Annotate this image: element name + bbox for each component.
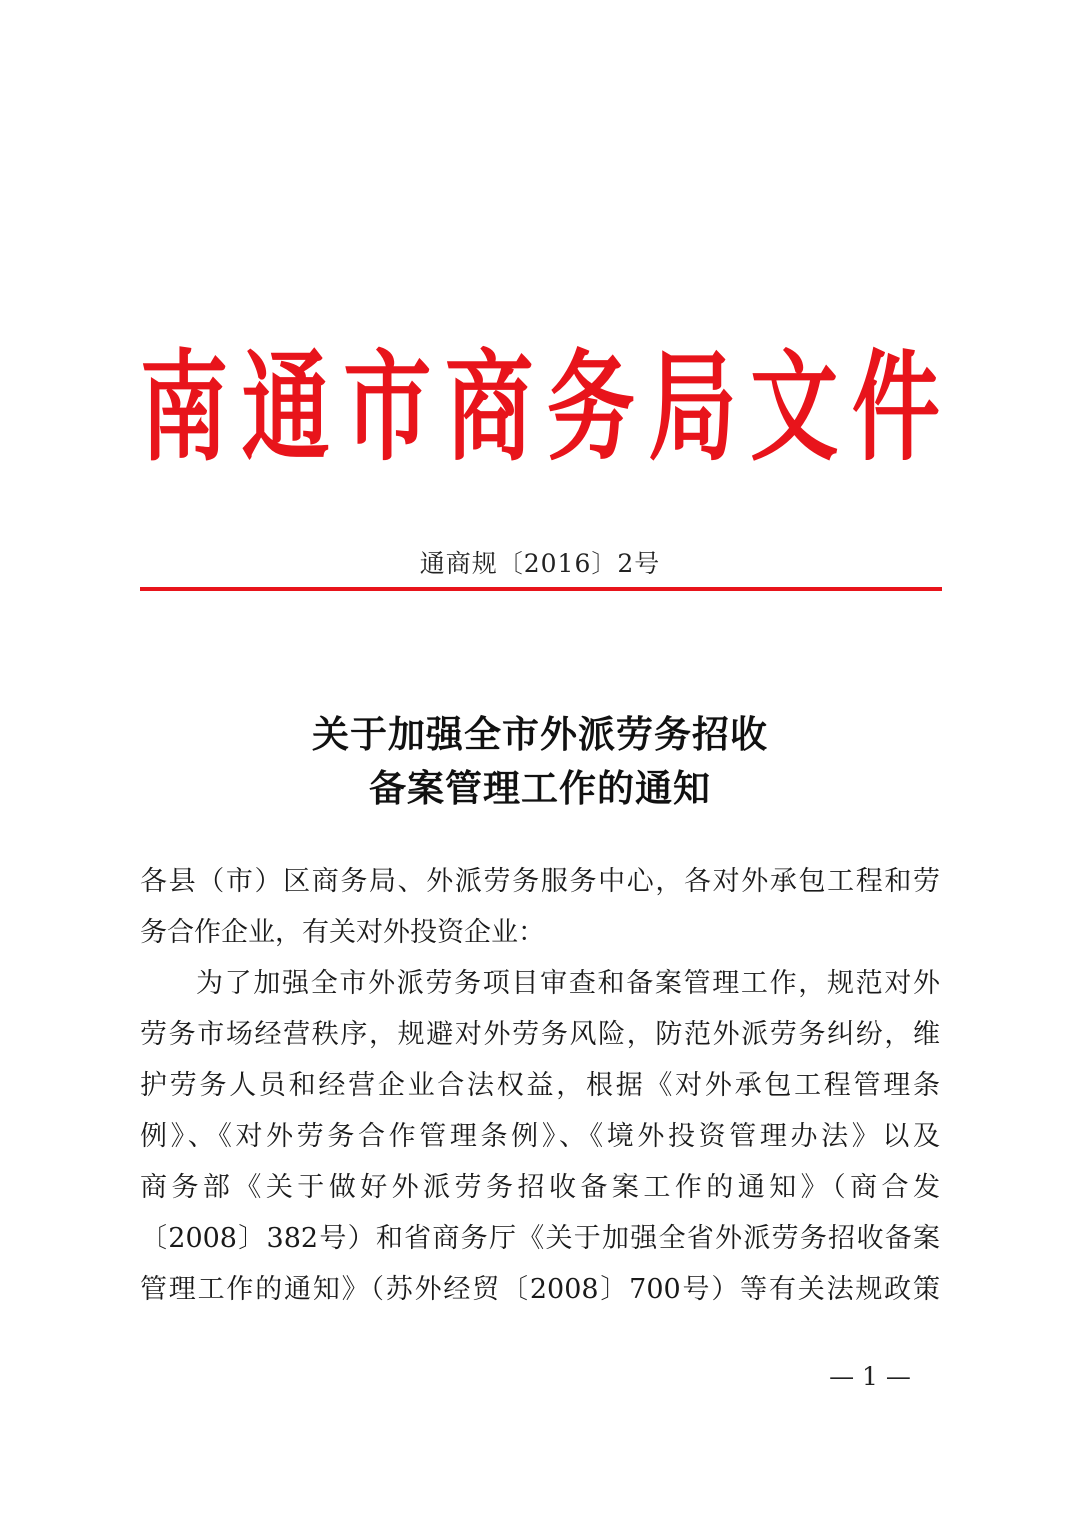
document-title-line-1: 关于加强全市外派劳务招收 xyxy=(312,712,768,756)
body-line: 商务部《关于做好外派劳务招收备案工作的通知》（商合发 xyxy=(140,1172,940,1203)
document-number: 通商规〔2016〕2号 xyxy=(419,549,661,578)
page-number: — 1 — xyxy=(829,1362,911,1391)
body-line: 〔2008〕382号）和省商务厅《关于加强全省外派劳务招收备案 xyxy=(140,1223,940,1254)
body-line: 劳务市场经营秩序，规避对外劳务风险，防范外派劳务纠纷，维 xyxy=(140,1019,940,1050)
body-line-addressee-2: 务合作企业，有关对外投资企业： xyxy=(140,917,545,948)
masthead-char: 件 xyxy=(851,337,940,477)
masthead-char: 文 xyxy=(750,337,839,477)
body-line-paragraph-start: 为了加强全市外派劳务项目审查和备案管理工作，规范对外 xyxy=(196,968,940,999)
document-masthead xyxy=(140,314,940,503)
body-line: 例》、《对外劳务合作管理条例》、《境外投资管理办法》以及 xyxy=(140,1121,940,1152)
masthead-char: 通 xyxy=(241,337,330,477)
body-line: 管理工作的通知》（苏外经贸〔2008〕700号）等有关法规政策 xyxy=(140,1274,940,1305)
red-divider-line xyxy=(140,587,942,591)
masthead-char: 市 xyxy=(343,337,432,477)
masthead-char: 局 xyxy=(648,337,737,477)
body-line: 护劳务人员和经营企业合法权益，根据《对外承包工程管理条 xyxy=(140,1070,940,1101)
body-line-addressee-1: 各县（市）区商务局、外派劳务服务中心，各对外承包工程和劳 xyxy=(140,866,940,897)
masthead-char: 南 xyxy=(140,337,229,477)
masthead-char: 务 xyxy=(546,337,635,477)
masthead-char: 商 xyxy=(445,337,534,477)
document-title-line-2: 备案管理工作的通知 xyxy=(369,766,711,810)
